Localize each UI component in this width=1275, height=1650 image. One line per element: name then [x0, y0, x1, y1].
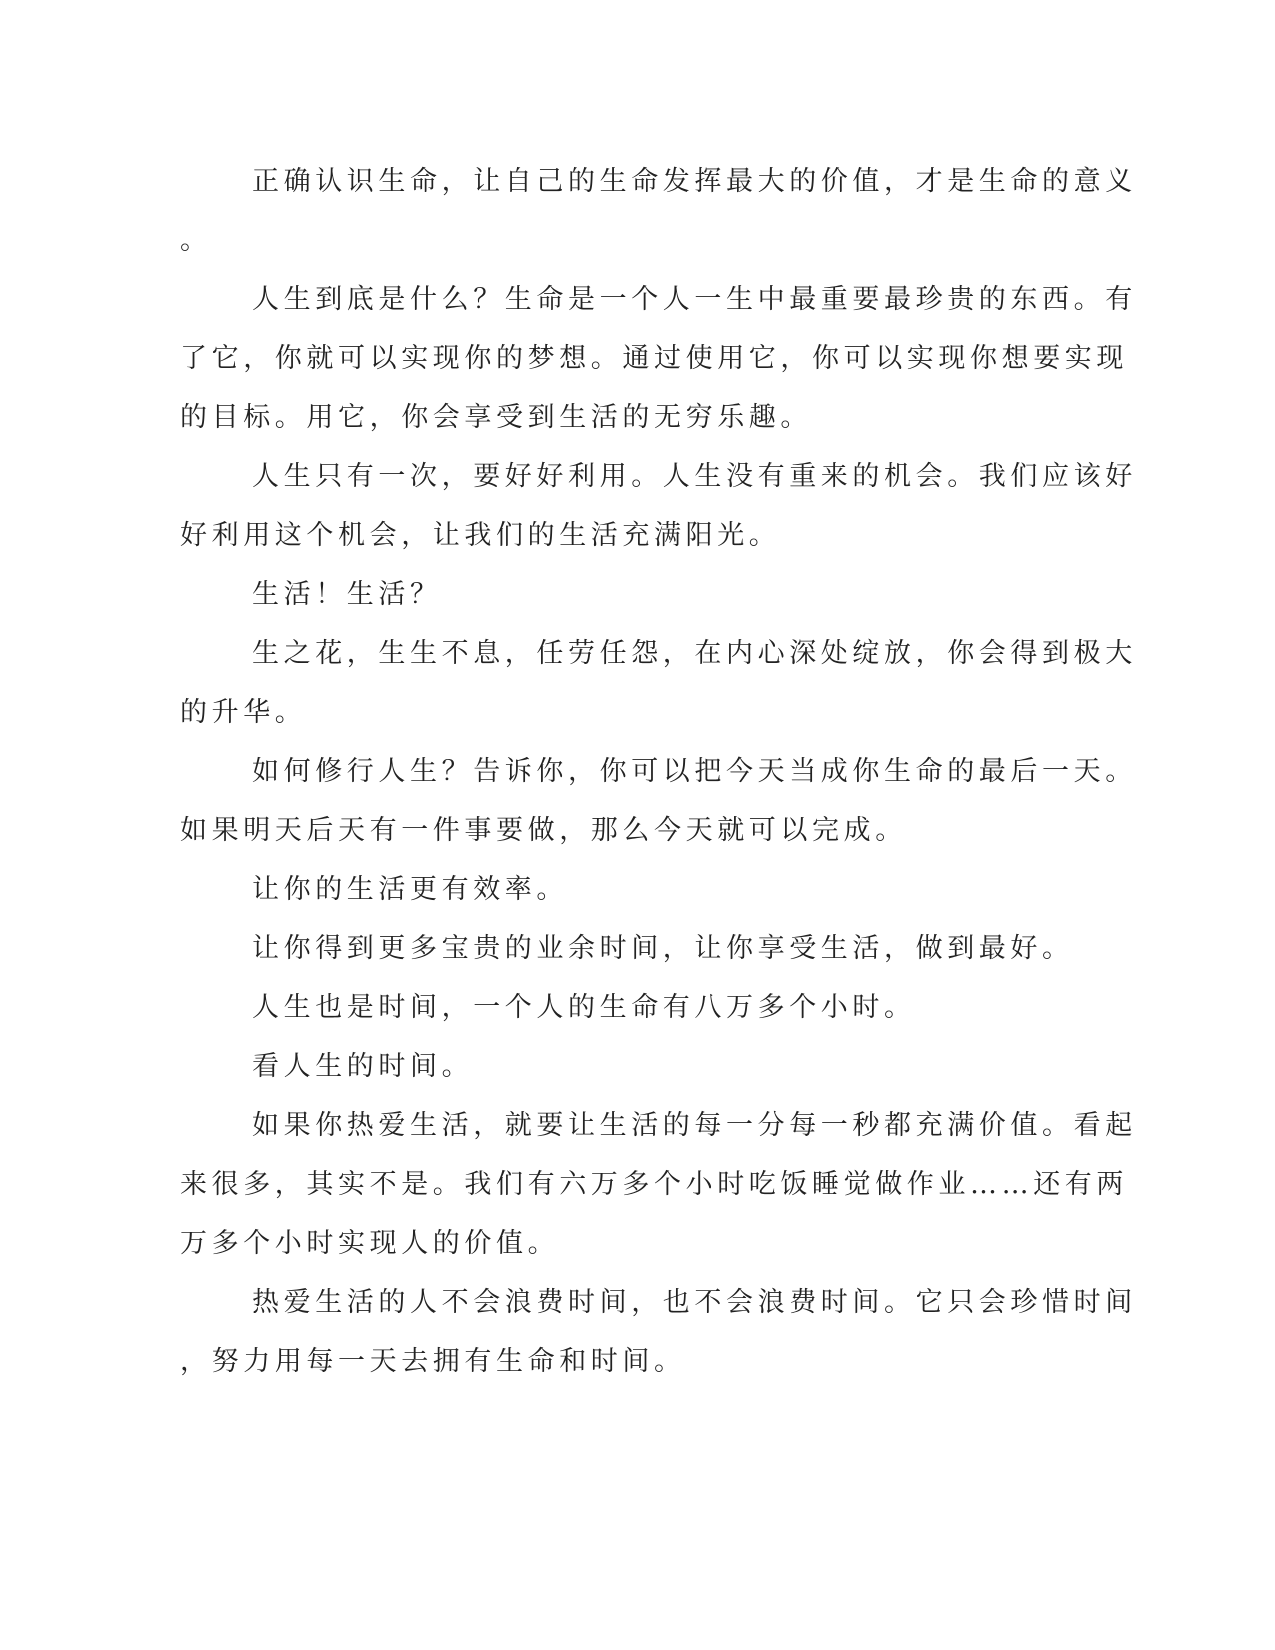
text-line: ，努力用每一天去拥有生命和时间。: [180, 1346, 686, 1377]
text-line: 生活！生活？: [252, 579, 442, 610]
text-line: 如果明天后天有一件事要做，那么今天就可以完成。: [180, 815, 907, 846]
text-line: 人生到底是什么？生命是一个人一生中最重要最珍贵的东西。有: [252, 284, 1137, 315]
text-line: 生之花，生生不息，任劳任怨，在内心深处绽放，你会得到极大: [252, 638, 1137, 669]
text-line: 的目标。用它，你会享受到生活的无穷乐趣。: [180, 402, 812, 433]
text-line: 。: [180, 225, 212, 256]
text-line: 万多个小时实现人的价值。: [180, 1228, 560, 1259]
text-line: 了它，你就可以实现你的梦想。通过使用它，你可以实现你想要实现: [180, 343, 1128, 374]
text-line: 让你的生活更有效率。: [252, 874, 568, 905]
text-line: 的升华。: [180, 697, 307, 728]
text-line: 让你得到更多宝贵的业余时间，让你享受生活，做到最好。: [252, 933, 1074, 964]
text-line: 人生只有一次，要好好利用。人生没有重来的机会。我们应该好: [252, 461, 1137, 492]
text-line: 来很多，其实不是。我们有六万多个小时吃饭睡觉做作业……还有两: [180, 1169, 1128, 1200]
text-line: 热爱生活的人不会浪费时间，也不会浪费时间。它只会珍惜时间: [252, 1287, 1137, 1318]
text-line: 人生也是时间，一个人的生命有八万多个小时。: [252, 992, 916, 1023]
text-line: 看人生的时间。: [252, 1051, 474, 1082]
text-line: 好利用这个机会，让我们的生活充满阳光。: [180, 520, 781, 551]
text-line: 正确认识生命，让自己的生命发挥最大的价值，才是生命的意义: [252, 166, 1137, 197]
text-line: 如何修行人生？告诉你，你可以把今天当成你生命的最后一天。: [252, 756, 1137, 787]
text-line: 如果你热爱生活，就要让生活的每一分每一秒都充满价值。看起: [252, 1110, 1137, 1141]
